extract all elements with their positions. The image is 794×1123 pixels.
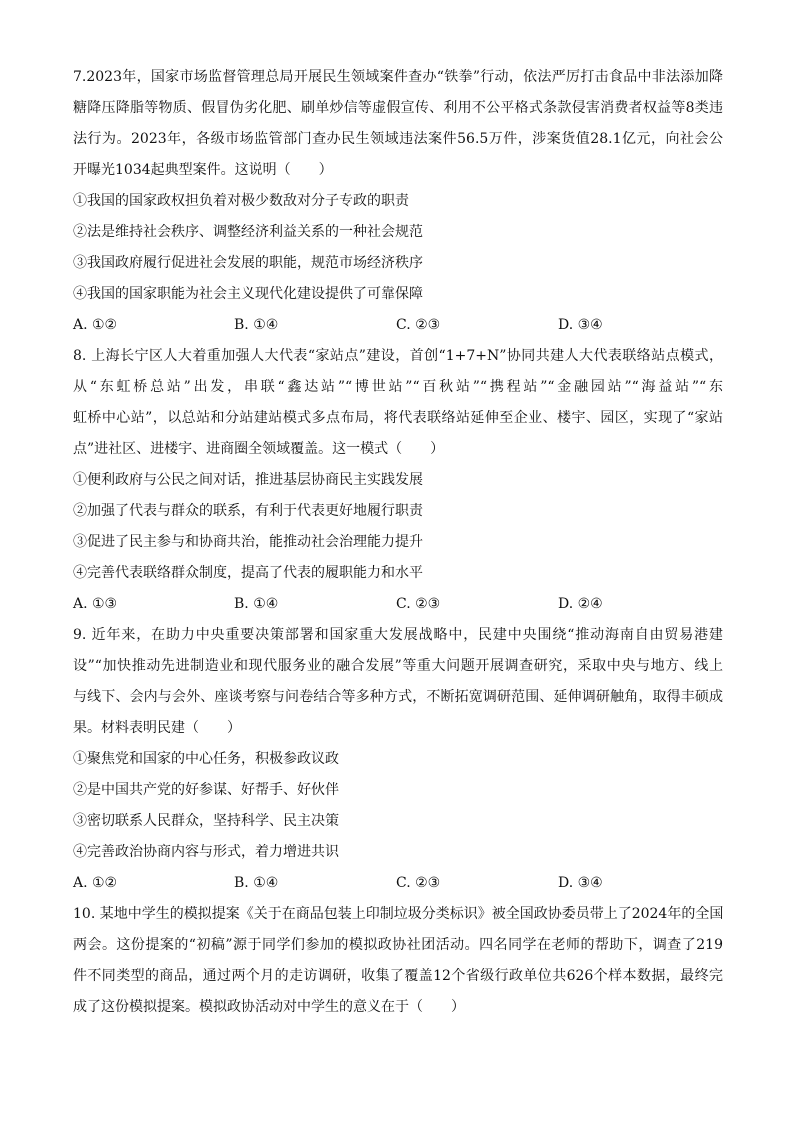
statement-3: ③密切联系人民群众，坚持科学、民主决策: [73, 813, 339, 829]
option-c[interactable]: C. ②③: [396, 317, 441, 333]
statement-2: ②是中国共产党的好参谋、好帮手、好伙伴: [73, 782, 339, 798]
question-stem-line: 两会。这份提案的“初稿”源于同学们参加的模拟政协社团活动。四名同学在老师的帮助下，调查了219: [73, 937, 723, 953]
question-8: [73, 341, 723, 620]
statement-3: ③我国政府履行促进社会发展的职能，规范市场经济秩序: [73, 255, 423, 271]
statement-1: ①聚焦党和国家的中心任务，积极参政议政: [73, 751, 339, 767]
question-stem-line: 法行为。2023年，各级市场监管部门查办民生领域违法案件56.5万件，涉案货值28.1亿元，向社会公: [73, 131, 723, 147]
option-a[interactable]: A. ①③: [73, 596, 118, 612]
question-stem-line: 开曝光1034起典型案件。这说明（ ）: [73, 162, 333, 178]
question-stem-line: 成了这份模拟提案。模拟政协活动对中学生的意义在于（ ）: [73, 999, 465, 1015]
question-stem-line: 件不同类型的商品，通过两个月的走访调研，收集了覆盖12个省级行政单位共626个样本数据，最终完: [73, 968, 723, 984]
option-d[interactable]: D. ③④: [558, 875, 603, 891]
question-9: [73, 620, 723, 899]
statement-4: ④我国的国家职能为社会主义现代化建设提供了可靠保障: [73, 286, 423, 302]
statement-2: ②加强了代表与群众的联系，有利于代表更好地履行职责: [73, 503, 423, 519]
question-stem-line: 8. 上海长宁区人大着重加强人大代表“家站点”建设，首创“1+7+N”协同共建人大代表联络站点模式，: [73, 348, 723, 364]
question-stem-line: 虹桥中心站”，以总站和分站建站模式多点布局，将代表联络站延伸至企业、楼宇、园区，实现了“家站: [73, 410, 723, 426]
question-stem-line: 10. 某地中学生的模拟提案《关于在商品包装上印制垃圾分类标识》被全国政协委员带上了2024年的全国: [73, 906, 723, 922]
option-b[interactable]: B. ①④: [234, 875, 279, 891]
answer-options: [73, 868, 723, 899]
option-d[interactable]: D. ③④: [558, 317, 603, 333]
question-stem-line: 9. 近年来，在助力中央重要决策部署和国家重大发展战略中，民建中央围绕“推动海南自由贸易港建: [73, 627, 723, 643]
question-stem-line: 糖降压降脂等物质、假冒伪劣化肥、刷单炒信等虚假宣传、利用不公平格式条款侵害消费者权益等8类违: [73, 100, 723, 116]
option-b[interactable]: B. ①④: [234, 596, 279, 612]
question-stem-line: 7.2023年，国家市场监督管理总局开展民生领域案件查办“铁拳”行动，依法严厉打击食品中非法添加降: [73, 69, 723, 85]
question-stem-line: 点”进社区、进楼宇、进商圈全领域覆盖。这一模式（ ）: [73, 441, 445, 457]
question-stem-line: 设”“加快推动先进制造业和现代服务业的融合发展”等重大问题开展调查研究，采取中央与地方、线上: [73, 658, 723, 674]
option-c[interactable]: C. ②③: [396, 875, 441, 891]
answer-options: [73, 310, 723, 341]
statement-1: ①便利政府与公民之间对话，推进基层协商民主实践发展: [73, 472, 423, 488]
option-a[interactable]: A. ①②: [73, 317, 118, 333]
question-stem-line: 果。材料表明民建（ ）: [73, 720, 241, 736]
option-d[interactable]: D. ②④: [558, 596, 603, 612]
statement-4: ④完善代表联络群众制度，提高了代表的履职能力和水平: [73, 565, 423, 581]
question-stem-line: 从“东虹桥总站”出发，串联“鑫达站”“博世站”“百秋站”“携程站”“金融园站”“海益站”“东: [73, 379, 723, 395]
question-7: [73, 62, 723, 341]
answer-options: [73, 589, 723, 620]
option-a[interactable]: A. ①②: [73, 875, 118, 891]
statement-3: ③促进了民主参与和协商共治，能推动社会治理能力提升: [73, 534, 423, 550]
option-c[interactable]: C. ②③: [396, 596, 441, 612]
statement-4: ④完善政治协商内容与形式，着力增进共识: [73, 844, 339, 860]
option-b[interactable]: B. ①④: [234, 317, 279, 333]
question-10: [73, 899, 723, 1023]
question-stem-line: 与线下、会内与会外、座谈考察与问卷结合等多种方式，不断拓宽调研范围、延伸调研触角，取得丰硕成: [73, 689, 723, 705]
statement-1: ①我国的国家政权担负着对极少数敌对分子专政的职责: [73, 193, 409, 209]
question-list: [73, 62, 723, 1023]
statement-2: ②法是维持社会秩序、调整经济利益关系的一种社会规范: [73, 224, 423, 240]
